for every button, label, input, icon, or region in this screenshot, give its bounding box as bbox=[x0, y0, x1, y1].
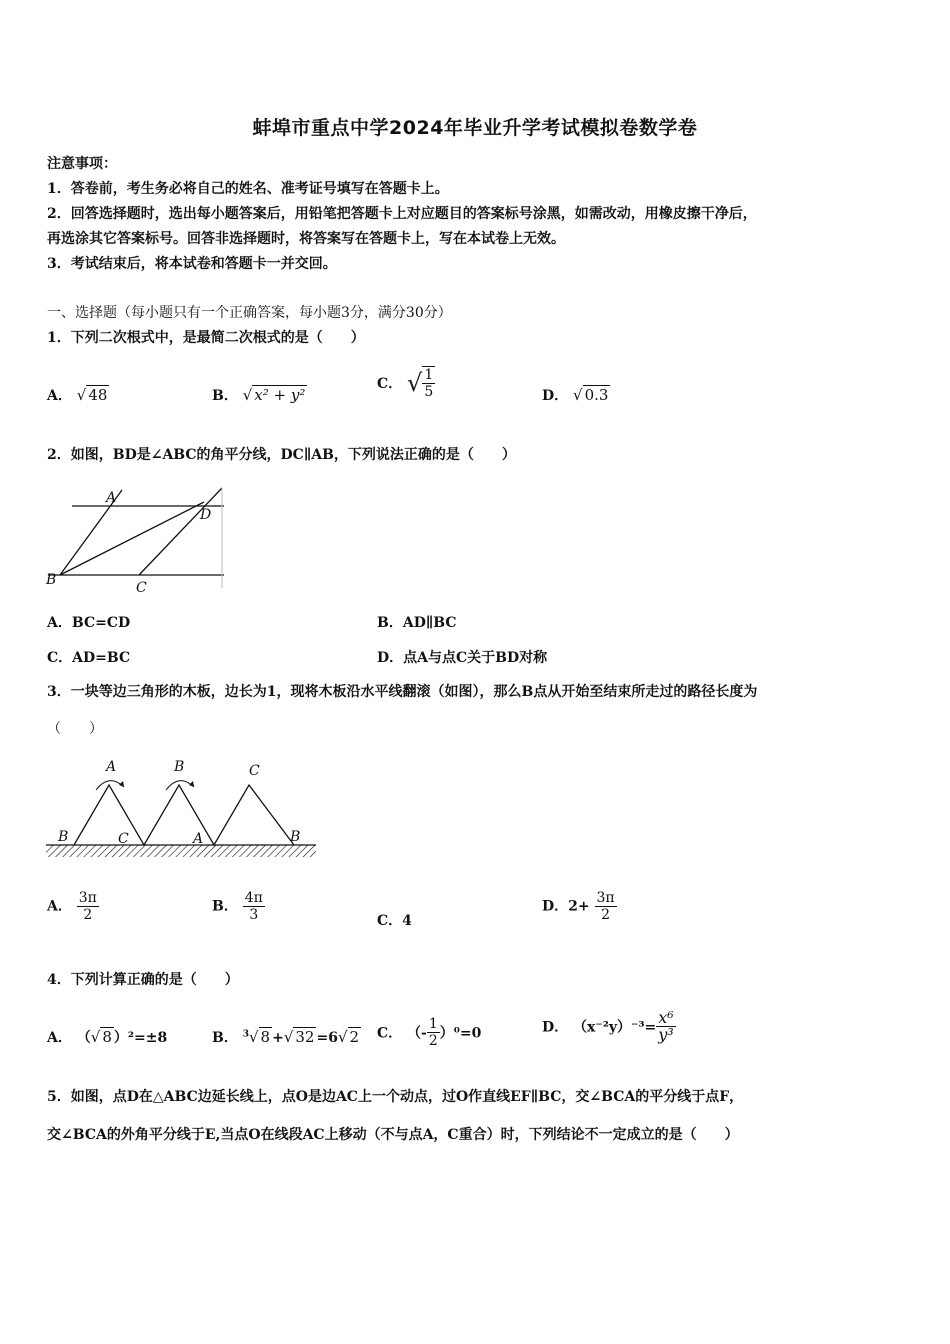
q3-d-numerator: 3π bbox=[596, 890, 615, 906]
q3-ground-hatch bbox=[46, 845, 316, 857]
q1-b-label: B． bbox=[212, 388, 238, 404]
q3-a-label: A． bbox=[47, 898, 72, 915]
page-title: 蚌埠市重点中学2024年毕业升学考试模拟卷数学卷 bbox=[252, 117, 698, 139]
q2-figure bbox=[44, 480, 229, 595]
q5-line-2: 交∠BCA的外角平分线于E,当点O在线段AC上移动（不与点A，C重合）时，下列结论不一定成立的是（ ） bbox=[47, 1127, 739, 1143]
q4-c-numerator: 1 bbox=[428, 1016, 438, 1032]
q1-option-c[interactable] bbox=[377, 366, 435, 400]
q1-a-label: A． bbox=[47, 388, 72, 404]
q1-option-b[interactable] bbox=[212, 385, 307, 405]
q3-b-label: B． bbox=[212, 898, 238, 915]
q4-c-rest: ）⁰=0 bbox=[439, 1025, 482, 1042]
q4-b-plus: + bbox=[272, 1030, 284, 1046]
q3-arrow-2 bbox=[166, 781, 194, 790]
q3-label-a1: A bbox=[106, 759, 117, 775]
q4-option-a[interactable] bbox=[47, 1027, 167, 1047]
q4-c-denominator: 2 bbox=[428, 1033, 438, 1049]
q4-option-b[interactable] bbox=[212, 1027, 361, 1047]
q1-b-value: x² + y² bbox=[254, 386, 306, 404]
q2-label-d: D bbox=[200, 507, 212, 523]
q3-a-denominator: 2 bbox=[83, 907, 93, 923]
q4-d-numerator: x⁶ bbox=[658, 1008, 674, 1027]
q4-d-label: D． bbox=[542, 1019, 569, 1036]
q3-b-denominator: 3 bbox=[249, 907, 259, 923]
q1-option-d[interactable] bbox=[542, 385, 610, 405]
q4-b-index: 3 bbox=[242, 1029, 249, 1040]
q4-b-cbrt: √ 8 bbox=[248, 1028, 271, 1046]
q4-d-expr: （x⁻²y）⁻³= bbox=[573, 1019, 657, 1036]
note-3: 3．考试结束后，将本试卷和答题卡一并交回。 bbox=[47, 256, 337, 272]
q3-label-c1: C bbox=[249, 763, 260, 779]
q4-stem: 4．下列计算正确的是（ ） bbox=[47, 972, 239, 988]
q3-triangles bbox=[74, 785, 294, 845]
q4-option-d[interactable] bbox=[542, 1010, 676, 1043]
q4-b-label: B． bbox=[212, 1030, 238, 1046]
q4-b-eq: =6 bbox=[316, 1030, 338, 1046]
q2-option-a[interactable]: A．BC=CD bbox=[47, 615, 131, 631]
q2-label-a: A bbox=[106, 490, 117, 506]
q3-arrow-1 bbox=[96, 781, 124, 790]
q2-option-b[interactable]: B．AD∥BC bbox=[377, 615, 457, 631]
q3-stem: 3．一块等边三角形的木板，边长为1，现将木板沿水平线翻滚（如图），那么B点从开始至结束所走过的路径长度为 bbox=[47, 684, 758, 700]
q1-a-value: 48 bbox=[88, 386, 108, 404]
q1-c-numerator: 1 bbox=[424, 367, 434, 383]
q4-b-radicand-1: 8 bbox=[260, 1028, 271, 1046]
q4-b-radicand-3: 2 bbox=[349, 1028, 360, 1046]
q1-stem: 1．下列二次根式中，是最简二次根式的是（ ） bbox=[47, 330, 365, 346]
note-2a: 2．回答选择题时，选出每小题答案后，用铅笔把答题卡上对应题目的答案标号涂黑，如需改动，用橡皮擦干净后， bbox=[47, 206, 757, 222]
q3-label-b1: B bbox=[174, 759, 185, 775]
q3-paren: （ ） bbox=[47, 721, 103, 737]
q4-b-sqrt2: √ 2 bbox=[337, 1028, 360, 1046]
q4-a-radicand: 8 bbox=[102, 1028, 112, 1046]
q2-option-c[interactable]: C．AD=BC bbox=[47, 650, 131, 666]
q4-a-label: A． bbox=[47, 1030, 72, 1046]
q3-figure bbox=[44, 755, 319, 865]
q2-line-bd bbox=[60, 502, 204, 575]
q1-d-sqrt: √ 0.3 bbox=[573, 386, 609, 404]
q1-option-a[interactable] bbox=[47, 385, 109, 405]
q3-label-a2: A bbox=[193, 831, 204, 847]
q1-c-label: C． bbox=[377, 376, 403, 392]
q2-line-dc bbox=[139, 488, 222, 575]
q1-b-sqrt: √ x² + y² bbox=[242, 386, 306, 404]
section-heading: 一、选择题（每小题只有一个正确答案，每小题3分，满分30分） bbox=[47, 305, 452, 321]
q3-option-d[interactable] bbox=[542, 890, 617, 923]
q2-label-b: B bbox=[46, 572, 57, 588]
note-2b: 再选涂其它答案标号。回答非选择题时，将答案写在答题卡上，写在本试卷上无效。 bbox=[47, 231, 565, 247]
q4-b-radicand-2: 32 bbox=[295, 1028, 315, 1046]
q4-a-rest: ）²=±8 bbox=[113, 1030, 168, 1046]
q4-b-sqrt: √ 32 bbox=[283, 1028, 315, 1046]
q4-c-open: （- bbox=[407, 1025, 427, 1042]
q4-a-open: （ bbox=[76, 1030, 91, 1046]
q1-c-denominator: 5 bbox=[424, 384, 434, 400]
notes-heading: 注意事项： bbox=[47, 156, 117, 172]
q4-a-sqrt: √ 8 bbox=[90, 1028, 112, 1046]
q1-a-sqrt: √ 48 bbox=[76, 386, 108, 404]
q3-label-b3: B bbox=[290, 829, 301, 845]
q3-d-denominator: 2 bbox=[601, 907, 611, 923]
q4-d-denominator: y³ bbox=[658, 1025, 674, 1044]
q3-label-b2: B bbox=[58, 829, 69, 845]
q2-option-d[interactable]: D．点A与点C关于BD对称 bbox=[377, 650, 548, 666]
note-1: 1．答卷前，考生务必将自己的姓名、准考证号填写在答题卡上。 bbox=[47, 181, 449, 197]
q3-option-b[interactable] bbox=[212, 890, 265, 923]
q3-option-c[interactable]: C．4 bbox=[377, 913, 412, 929]
q1-d-label: D． bbox=[542, 388, 569, 404]
q3-label-c2: C bbox=[118, 831, 129, 847]
q1-c-sqrt: √ bbox=[407, 369, 423, 397]
q3-d-label: D．2+ bbox=[542, 898, 590, 915]
q4-c-label: C． bbox=[377, 1025, 403, 1042]
q2-label-c: C bbox=[136, 580, 147, 595]
q1-d-value: 0.3 bbox=[584, 386, 609, 404]
q5-line-1: 5．如图，点D在△ABC边延长线上，点O是边AC上一个动点，过O作直线EF∥BC，交∠BCA的平分线于点F， bbox=[47, 1089, 744, 1105]
q2-stem: 2．如图，BD是∠ABC的角平分线，DC∥AB，下列说法正确的是（ ） bbox=[47, 447, 516, 463]
q3-b-numerator: 4π bbox=[244, 890, 263, 906]
q4-option-c[interactable] bbox=[377, 1016, 481, 1049]
q3-option-a[interactable] bbox=[47, 890, 99, 923]
q3-a-numerator: 3π bbox=[78, 890, 97, 906]
